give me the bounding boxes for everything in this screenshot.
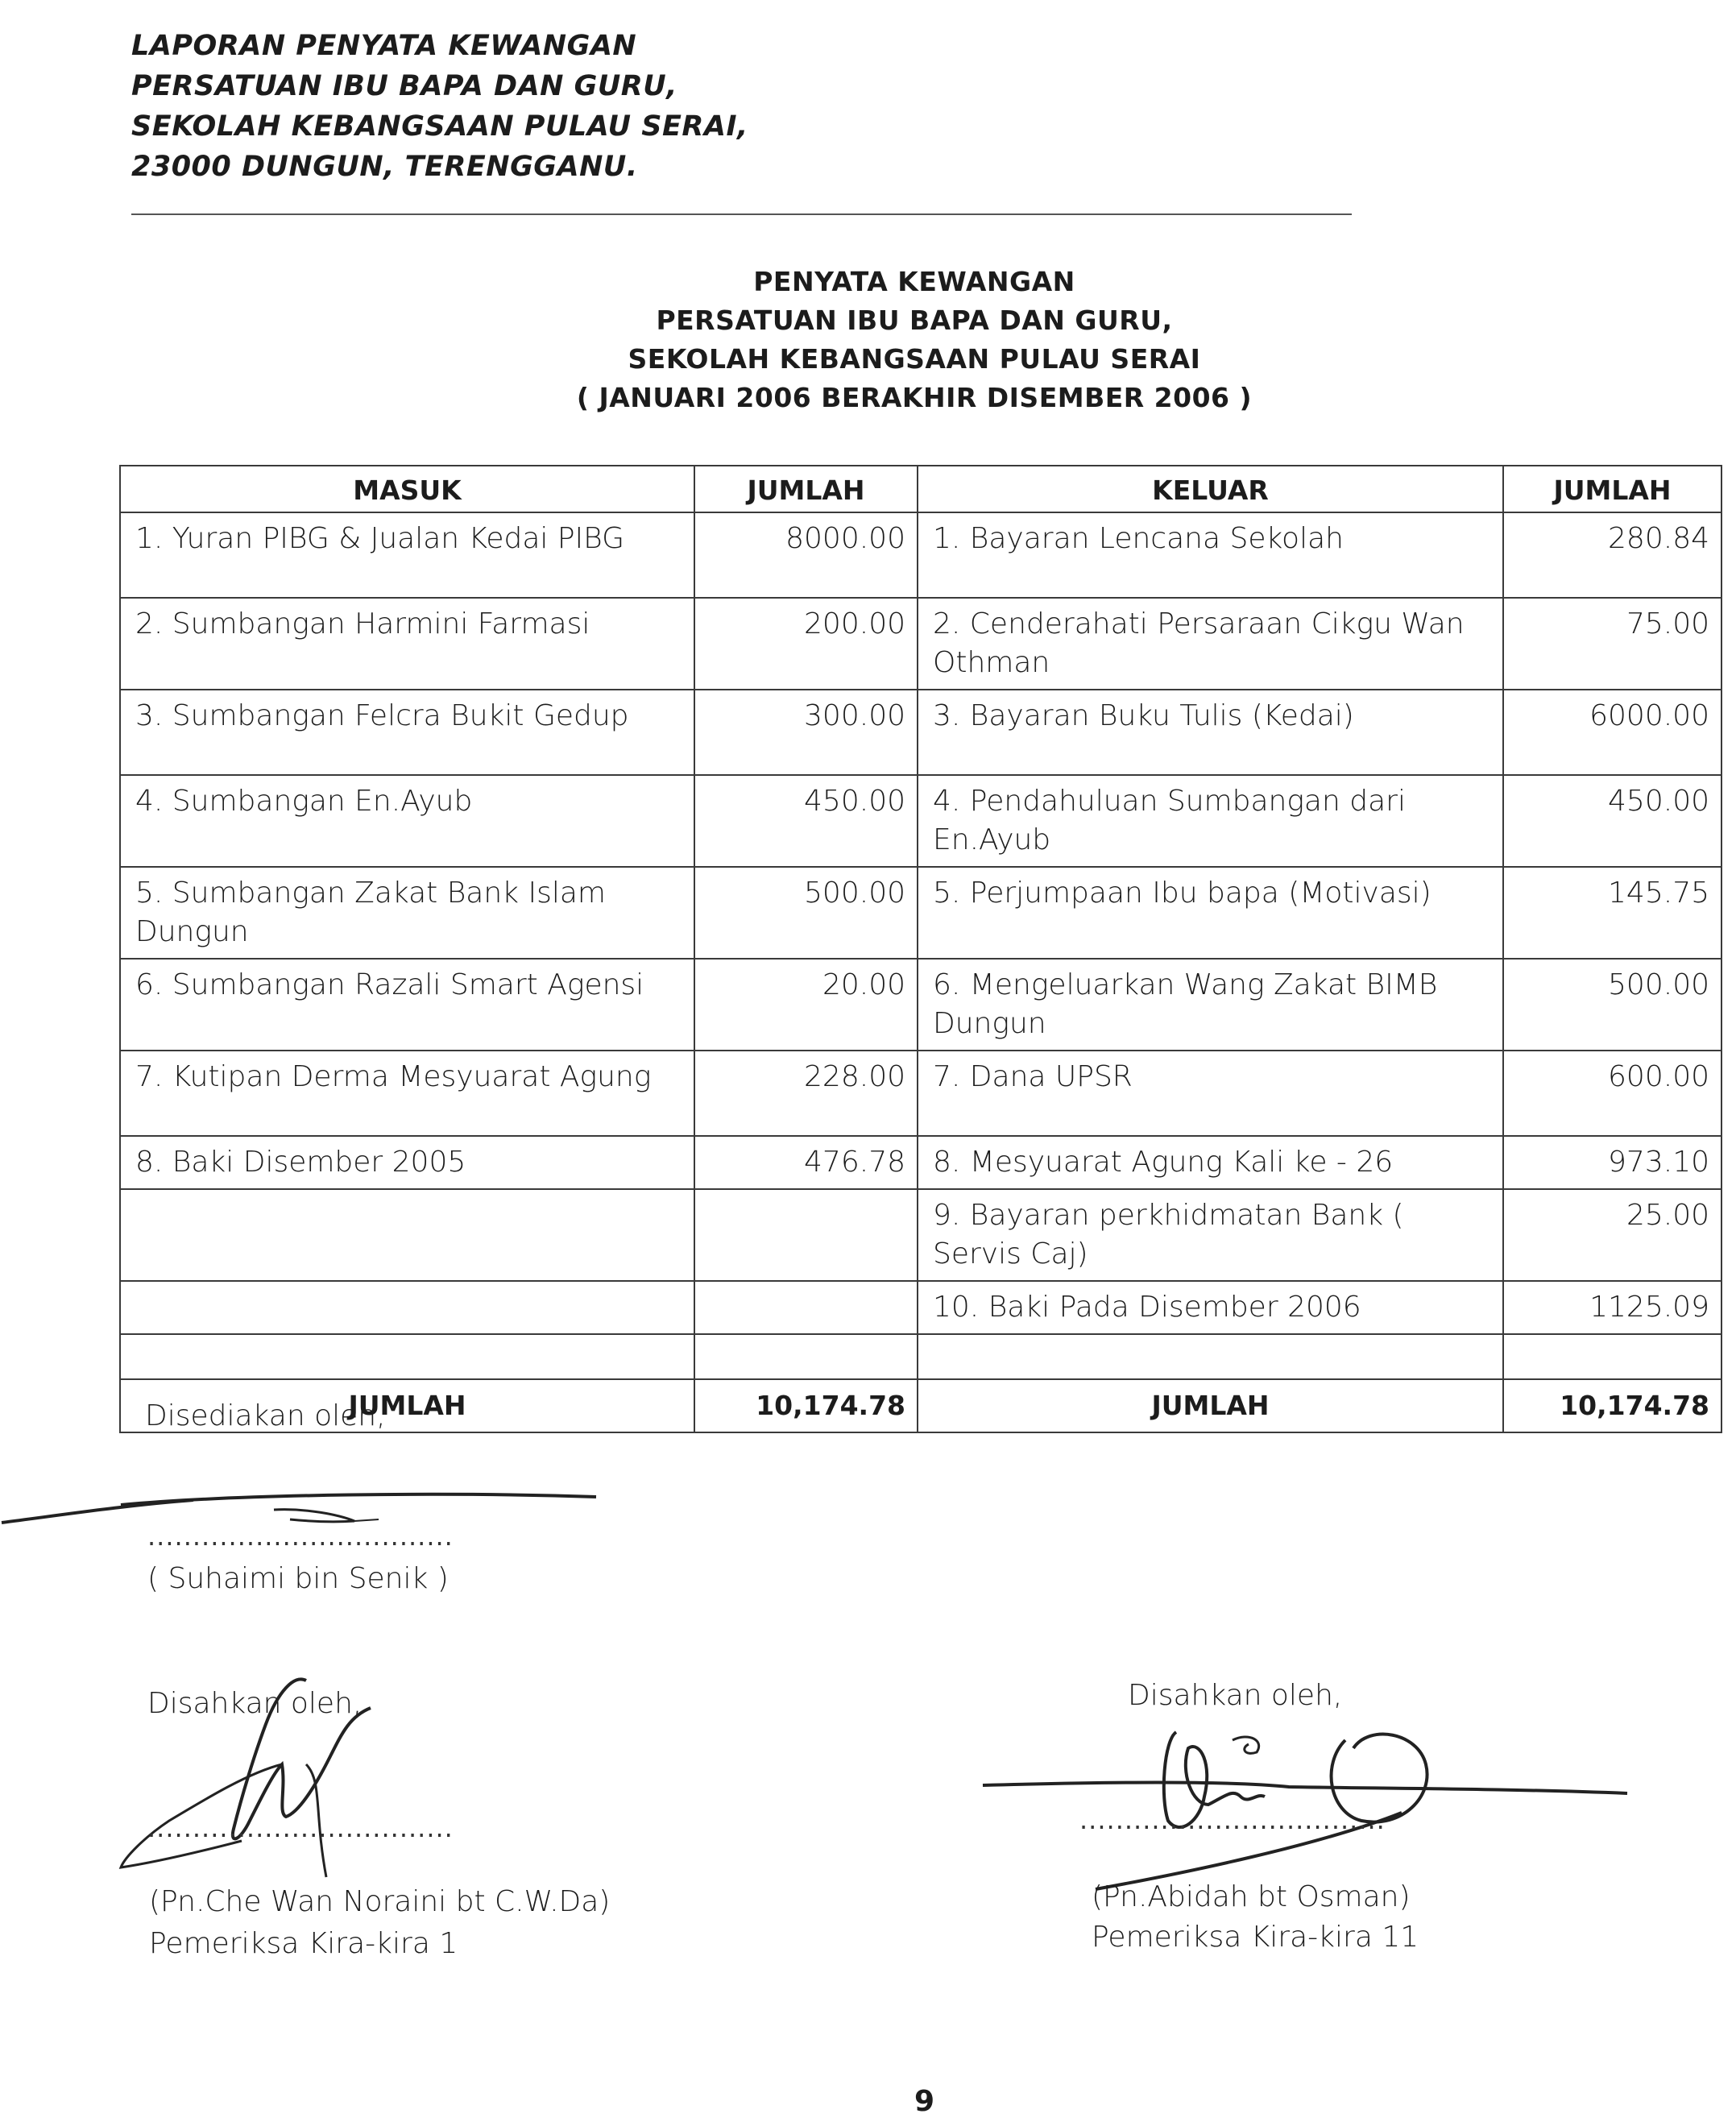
income-label [120, 1281, 694, 1334]
column-header-jumlah-out: JUMLAH [1503, 466, 1721, 512]
verified-right-role: Pemeriksa Kira-kira 11 [1092, 1921, 1419, 1954]
table-row [120, 1051, 1721, 1136]
table-row [120, 512, 1721, 598]
letterhead-line: PERSATUAN IBU BAPA DAN GURU, [131, 70, 677, 102]
expense-amount: 500.00 [1503, 959, 1721, 1051]
income-amount [694, 1281, 918, 1334]
column-header-masuk: MASUK [120, 466, 694, 512]
expense-amount: 1125.09 [1503, 1281, 1721, 1334]
table-row [120, 1281, 1721, 1334]
table-row [120, 959, 1721, 1051]
income-amount: 8000.00 [694, 512, 918, 598]
verified-right-name: (Pn.Abidah bt Osman) [1092, 1880, 1411, 1913]
expense-label: 10. Baki Pada Disember 2006 [918, 1281, 1503, 1334]
total-expense: 10,174.78 [1503, 1379, 1721, 1432]
blank-cell [120, 1334, 694, 1379]
expense-label: 8. Mesyuarat Agung Kali ke - 26 [918, 1136, 1503, 1189]
signature-che-wan-noraini [121, 1676, 395, 1885]
verified-by-label-right: Disahkan oleh, [1128, 1679, 1343, 1712]
expense-amount: 973.10 [1503, 1136, 1721, 1189]
table-row [120, 775, 1721, 867]
expense-amount: 75.00 [1503, 598, 1721, 690]
table-row [120, 690, 1721, 775]
prepared-by-name: ( Suhaimi bin Senik ) [147, 1562, 449, 1595]
financial-statement-table [119, 465, 1722, 1433]
table-row [120, 867, 1721, 959]
letterhead-line: LAPORAN PENYATA KEWANGAN [131, 30, 637, 62]
income-amount: 228.00 [694, 1051, 918, 1136]
expense-amount: 25.00 [1503, 1189, 1721, 1281]
income-amount: 20.00 [694, 959, 918, 1051]
title-line: PERSATUAN IBU BAPA DAN GURU, [656, 305, 1173, 336]
prepared-by-label: Disediakan oleh, [145, 1399, 386, 1432]
total-income: 10,174.78 [694, 1379, 918, 1432]
income-label: 8. Baki Disember 2005 [120, 1136, 694, 1189]
expense-label: 7. Dana UPSR [918, 1051, 1503, 1136]
verified-left-signature-line: .................................. [147, 1813, 454, 1843]
table-row [120, 598, 1721, 690]
title-line: ( JANUARI 2006 BERAKHIR DISEMBER 2006 ) [576, 382, 1253, 413]
column-header-jumlah-in: JUMLAH [694, 466, 918, 512]
total-label-in: JUMLAH [120, 1379, 694, 1432]
expense-label: 5. Perjumpaan Ibu bapa (Motivasi) [918, 867, 1503, 959]
verified-left-name: (Pn.Che Wan Noraini bt C.W.Da) [149, 1885, 611, 1918]
letterhead-line: 23000 DUNGUN, TERENGGANU. [131, 151, 638, 183]
table-row [120, 1136, 1721, 1189]
income-amount [694, 1189, 918, 1281]
letterhead-line: SEKOLAH KEBANGSAAN PULAU SERAI, [131, 110, 748, 143]
expense-label: 1. Bayaran Lencana Sekolah [918, 512, 1503, 598]
prepared-signature-line: .................................. [147, 1521, 454, 1552]
expense-label: 9. Bayaran perkhidmatan Bank ( Servis Caj) [918, 1189, 1503, 1281]
expense-amount: 6000.00 [1503, 690, 1721, 775]
expense-amount: 145.75 [1503, 867, 1721, 959]
total-label-out: JUMLAH [918, 1379, 1503, 1432]
expense-amount: 450.00 [1503, 775, 1721, 867]
income-amount: 300.00 [694, 690, 918, 775]
income-label: 3. Sumbangan Felcra Bukit Gedup [120, 690, 694, 775]
table-row [120, 1189, 1721, 1281]
income-label [120, 1189, 694, 1281]
expense-label: 3. Bayaran Buku Tulis (Kedai) [918, 690, 1503, 775]
expense-label: 4. Pendahuluan Sumbangan dari En.Ayub [918, 775, 1503, 867]
expense-label: 2. Cenderahati Persaraan Cikgu Wan Othman [918, 598, 1503, 690]
income-amount: 200.00 [694, 598, 918, 690]
divider [131, 213, 1352, 215]
income-label: 4. Sumbangan En.Ayub [120, 775, 694, 867]
income-label: 1. Yuran PIBG & Jualan Kedai PIBG [120, 512, 694, 598]
verified-by-label-left: Disahkan oleh, [147, 1687, 363, 1720]
expense-amount: 600.00 [1503, 1051, 1721, 1136]
income-label: 7. Kutipan Derma Mesyuarat Agung [120, 1051, 694, 1136]
income-amount: 450.00 [694, 775, 918, 867]
blank-cell [694, 1334, 918, 1379]
title-line: SEKOLAH KEBANGSAAN PULAU SERAI [628, 343, 1201, 375]
income-label: 6. Sumbangan Razali Smart Agensi [120, 959, 694, 1051]
expense-amount: 280.84 [1503, 512, 1721, 598]
blank-cell [1503, 1334, 1721, 1379]
page-number: 9 [914, 2085, 935, 2118]
title-line: PENYATA KEWANGAN [753, 266, 1075, 297]
verified-right-signature-line: .................................. [1079, 1805, 1386, 1835]
income-amount: 476.78 [694, 1136, 918, 1189]
income-label: 2. Sumbangan Harmini Farmasi [120, 598, 694, 690]
statement-title [403, 263, 1426, 417]
letterhead [131, 26, 748, 187]
table-row-blank [120, 1334, 1721, 1379]
signature-abidah [983, 1708, 1627, 1893]
verified-left-role: Pemeriksa Kira-kira 1 [149, 1927, 458, 1960]
blank-cell [918, 1334, 1503, 1379]
table-header-row [120, 466, 1721, 512]
expense-label: 6. Mengeluarkan Wang Zakat BIMB Dungun [918, 959, 1503, 1051]
income-amount: 500.00 [694, 867, 918, 959]
column-header-keluar: KELUAR [918, 466, 1503, 512]
income-label: 5. Sumbangan Zakat Bank Islam Dungun [120, 867, 694, 959]
